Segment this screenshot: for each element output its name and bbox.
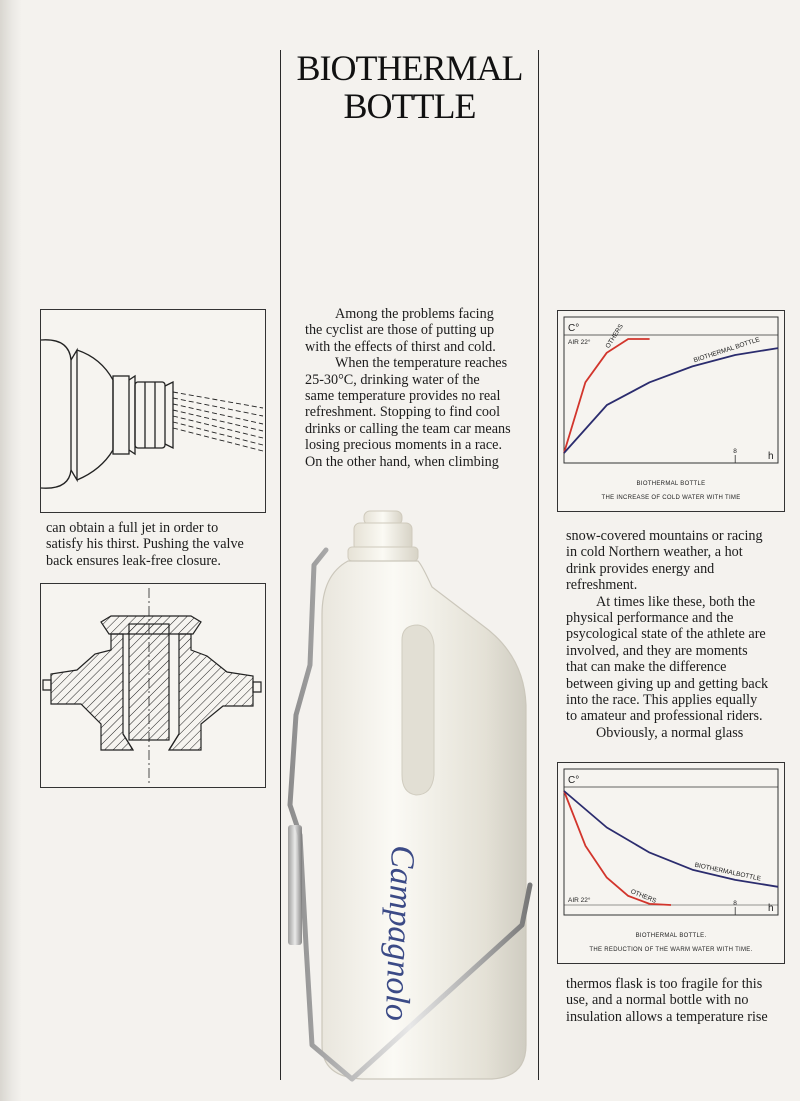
text-line: refreshment. Stopping to find cool: [305, 404, 501, 421]
text-line: in cold Northern weather, a hot: [566, 544, 743, 561]
series-label: BIOTHERMALBOTTLE: [693, 861, 762, 883]
chart-caption-title: BIOTHERMAL BOTTLE: [636, 481, 706, 487]
x-tick-label: 8: [733, 448, 737, 455]
text-line: into the race. This applies equally: [566, 692, 758, 709]
text-line: involved, and they are moments: [566, 642, 748, 659]
chart-warm-water-svg: [558, 763, 784, 963]
text-line: On the other hand, when climbing: [305, 453, 499, 470]
plot-frame: [564, 769, 778, 915]
text-line: At times like these, both the: [596, 593, 756, 610]
chart-caption-title: BIOTHERMAL BOTTLE.: [635, 933, 707, 939]
text-line: Obviously, a normal glass: [596, 724, 744, 741]
x-axis-label: h: [768, 903, 774, 914]
chart-cold-water: [557, 310, 785, 512]
reference-label: AIR 22°: [568, 339, 591, 346]
series-line-others: [564, 339, 650, 453]
x-tick-label: 8: [733, 900, 737, 907]
chart-cold-water-svg: [558, 311, 784, 511]
right-paragraph-1: [566, 528, 798, 741]
plot-frame: [564, 317, 778, 463]
valve-cross-section-diagram: [40, 583, 266, 788]
valve-jet-diagram: [40, 309, 266, 513]
text-line: thermos flask is too fragile for this: [566, 976, 763, 992]
text-line: insulation allows a temperature rise: [566, 1008, 768, 1025]
text-line: 25-30°C, drinking water of the: [305, 371, 480, 388]
valve-jet-drawing: [41, 310, 265, 512]
text-line: losing precious moments in a race.: [305, 437, 502, 454]
text-line: that can make the difference: [566, 659, 727, 676]
page-title-line1: BIOTHERMAL: [296, 48, 523, 88]
text-line: Among the problems facing: [335, 306, 494, 322]
text-line: drink provides energy and: [566, 560, 715, 577]
text-line: to amateur and professional riders.: [566, 708, 763, 725]
series-label: OTHERS: [604, 323, 625, 350]
text-line: physical performance and the: [566, 610, 734, 627]
text-line: with the effects of thirst and cold.: [305, 338, 496, 355]
series-line-biothermal: [564, 348, 778, 453]
biothermal-bottle-photo: [282, 505, 537, 1085]
x-axis-label: h: [768, 451, 774, 462]
book-spine-shadow: [0, 0, 22, 1101]
chart-warm-water: [557, 762, 785, 964]
text-line: between giving up and getting back: [566, 675, 769, 692]
text-line: can obtain a full jet in order to: [46, 520, 219, 536]
chart-caption-subtitle: THE INCREASE OF COLD WATER WITH TIME: [601, 495, 741, 501]
right-paragraph-2: [566, 976, 798, 1025]
text-line: psycological state of the athlete are: [566, 626, 766, 643]
text-line: refreshment.: [566, 577, 638, 594]
series-label: OTHERS: [629, 888, 658, 905]
y-axis-label: C°: [568, 775, 580, 786]
column-rule-right: [538, 50, 539, 1080]
text-line: drinks or calling the team car means: [305, 420, 511, 437]
chart-caption-subtitle: THE REDUCTION OF THE WARM WATER WITH TIME.: [589, 947, 753, 953]
valve-section-drawing: [41, 584, 265, 787]
text-line: back ensures leak-free closure.: [46, 552, 221, 569]
text-line: satisfy his thirst. Pushing the valve: [46, 536, 244, 553]
center-paragraph: [305, 306, 535, 470]
reference-label: AIR 22°: [568, 897, 591, 904]
y-axis-label: C°: [568, 323, 580, 334]
bottle-illustration: [282, 505, 537, 1085]
page-title-line2: BOTTLE: [343, 86, 476, 126]
series-label: BIOTHERMAL BOTTLE: [692, 336, 761, 365]
bottle-brand-logo: Campagnolo: [377, 844, 421, 1022]
text-line: When the temperature reaches: [335, 355, 508, 372]
text-line: same temperature provides no real: [305, 388, 501, 405]
left-paragraph: [46, 520, 278, 569]
column-rule-left: [280, 50, 281, 1080]
text-line: the cyclist are those of putting up: [305, 322, 495, 339]
text-line: snow-covered mountains or racing: [566, 528, 763, 544]
text-line: use, and a normal bottle with no: [566, 992, 749, 1009]
series-line-others: [564, 791, 671, 905]
